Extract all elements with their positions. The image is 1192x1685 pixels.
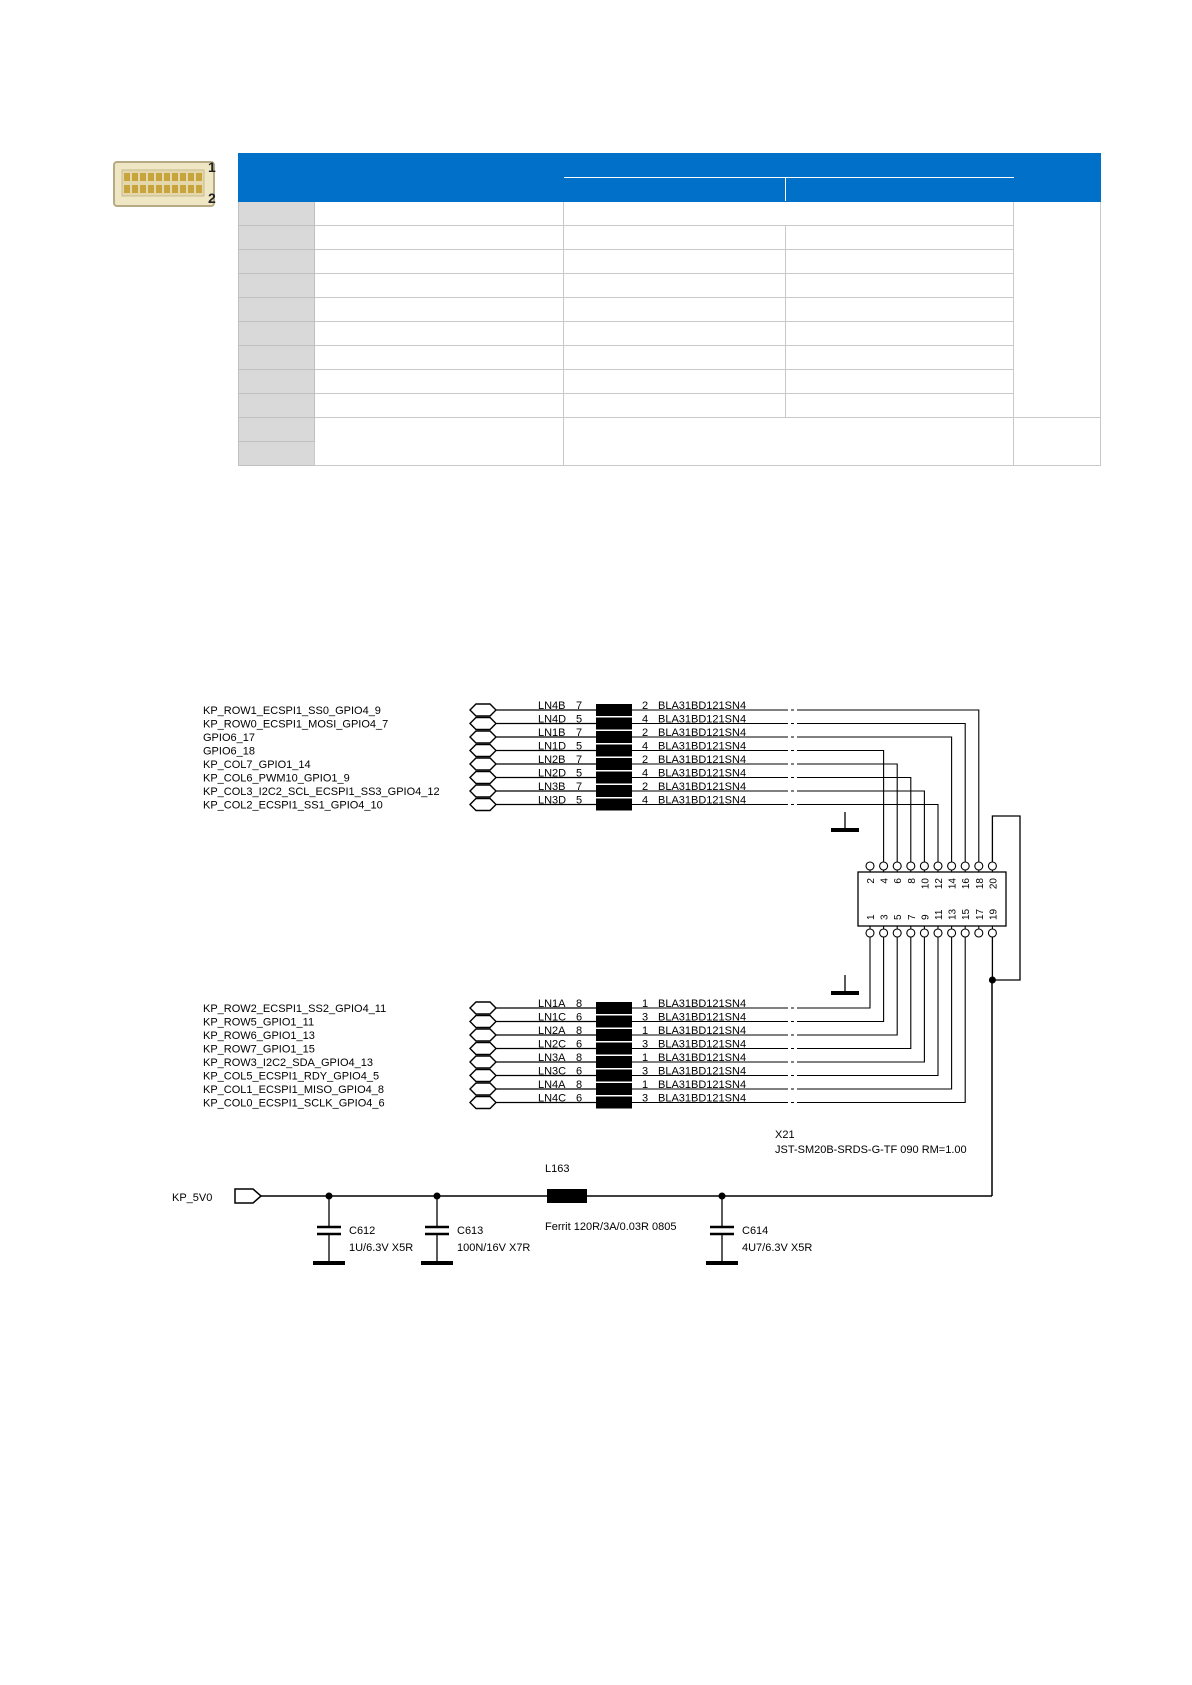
ferrite-ref-label: LN1C: [538, 1011, 567, 1024]
table-cell: [564, 226, 786, 250]
net-label: KP_ROW6_GPIO1_13: [203, 1030, 315, 1042]
connector-ref-label: X21: [775, 1129, 795, 1141]
net-label: GPIO6_17: [203, 732, 255, 744]
power-net-label: KP_5V0: [172, 1192, 213, 1204]
table-cell: [786, 226, 1014, 250]
net-port-icon: [470, 718, 496, 730]
connector-pin-number: 3: [879, 914, 891, 920]
net-label: KP_COL3_I2C2_SCL_ECSPI1_SS3_GPIO4_12: [203, 786, 440, 798]
connector-pin-number: 6: [893, 878, 905, 884]
keypad-connector-schematic: [0, 640, 1192, 1280]
table-cell: [315, 202, 564, 226]
connector-pin-terminal: [866, 862, 874, 870]
inductor-value-label: Ferrit 120R/3A/0.03R 0805: [545, 1221, 677, 1233]
table-cell: [786, 298, 1014, 322]
ferrite-ref-label: LN3C: [538, 1065, 567, 1078]
capacitor-ref-label: C612: [349, 1225, 376, 1237]
connector-pin-terminal: [880, 929, 888, 937]
table-header-cell: [239, 154, 315, 202]
ferrite-pin-b-label: 4: [642, 767, 649, 780]
net-port-icon: [470, 1016, 496, 1028]
net-label: KP_ROW1_ECSPI1_SS0_GPIO4_9: [203, 705, 381, 717]
ferrite-bead-icon: [596, 718, 632, 730]
table-cell: [786, 394, 1014, 418]
capacitor-value-label: 4U7/6.3V X5R: [742, 1242, 813, 1254]
ferrite-pin-a-label: 8: [576, 1052, 583, 1064]
table-header-row: [239, 154, 1101, 178]
connector-pin-number: 12: [934, 878, 945, 890]
ferrite-pin-b-label: 4: [642, 713, 649, 726]
connector-pin: [172, 173, 178, 181]
ferrite-bead-icon: [596, 1029, 632, 1041]
ferrite-pin-b-label: 4: [642, 740, 649, 753]
connector-pin-terminal: [866, 929, 874, 937]
pin-cell: [239, 226, 315, 250]
ferrite-pin-a-label: 6: [576, 1011, 583, 1024]
connector-pin-number: 5: [893, 914, 905, 920]
net-label: GPIO6_18: [203, 745, 255, 758]
ferrite-pin-a-label: 6: [576, 1092, 583, 1105]
net-label: KP_ROW3_I2C2_SDA_GPIO4_13: [203, 1057, 373, 1069]
ferrite-bead-icon: [596, 799, 632, 811]
connector-pin-terminal: [934, 862, 942, 870]
connector-pin-2-label: 2: [208, 190, 216, 206]
connector-pin: [188, 173, 194, 181]
table-header-cell: [564, 178, 786, 202]
ferrite-pin-b-label: 3: [642, 1011, 649, 1024]
connector-pin: [140, 173, 146, 181]
pin-cell: [239, 202, 315, 226]
connector-pin-number: 18: [974, 878, 986, 890]
connector-pin-terminal: [907, 929, 915, 937]
connector-pin-terminal: [975, 862, 983, 870]
table-row: [239, 226, 1101, 250]
net-label: KP_ROW5_GPIO1_11: [203, 1016, 315, 1029]
connector-pin: [196, 173, 202, 181]
pin-cell: [239, 298, 315, 322]
connector-pin-number: 1: [866, 914, 877, 920]
net-port-icon: [470, 785, 496, 797]
connector-pin-1-label: 1: [208, 159, 216, 175]
inductor-l163-icon: [547, 1189, 587, 1203]
pin-cell: [239, 442, 315, 466]
ferrite-ref-label: LN1D: [538, 740, 567, 753]
power-port-icon: [235, 1189, 261, 1203]
table-cell: [564, 346, 786, 370]
table-cell: [315, 250, 564, 274]
ferrite-ref-label: LN2B: [538, 754, 566, 766]
ferrite-pin-b-label: 2: [642, 754, 649, 766]
ferrite-ref-label: LN4B: [538, 700, 566, 712]
connector-pin-terminal: [880, 862, 888, 870]
table-row: [239, 346, 1101, 370]
table-cell: [315, 274, 564, 298]
connector-pin-terminal: [948, 929, 956, 937]
ferrite-bead-icon: [596, 1056, 632, 1068]
ferrite-bead-icon: [596, 785, 632, 797]
connector-photo: [112, 158, 222, 210]
ferrite-ref-label: LN3A: [538, 1052, 566, 1064]
ferrite-pin-b-label: 1: [642, 1079, 649, 1091]
table-row: [239, 418, 1101, 442]
ferrite-ref-label: LN2D: [538, 767, 567, 780]
net-port-icon: [470, 758, 496, 770]
connector-pin: [164, 185, 170, 193]
table-header-cell: [786, 178, 1014, 202]
connector-pin-terminal: [988, 862, 996, 870]
ferrite-ref-label: LN1B: [538, 727, 566, 739]
ferrite-part-label: BLA31BD121SN4: [658, 781, 747, 793]
pin-cell: [239, 274, 315, 298]
connector-pin: [172, 185, 178, 193]
connector-pin: [188, 185, 194, 193]
net-port-icon: [470, 1083, 496, 1095]
ferrite-part-label: BLA31BD121SN4: [658, 1011, 747, 1024]
table-header-cell: [564, 154, 1014, 178]
ferrite-pin-a-label: 7: [576, 727, 583, 739]
ferrite-pin-a-label: 6: [576, 1065, 583, 1078]
net-label: KP_COL0_ECSPI1_SCLK_GPIO4_6: [203, 1097, 385, 1110]
net-port-icon: [470, 1043, 496, 1055]
ferrite-pin-a-label: 8: [576, 1079, 583, 1091]
connector-pin: [148, 185, 154, 193]
ferrite-part-label: BLA31BD121SN4: [658, 1025, 747, 1037]
pin-cell: [239, 322, 315, 346]
connector-pin-terminal: [920, 929, 928, 937]
ferrite-pin-a-label: 5: [576, 740, 583, 753]
connector-pin-number: 10: [920, 878, 932, 890]
net-label: KP_COL1_ECSPI1_MISO_GPIO4_8: [203, 1084, 384, 1096]
ferrite-pin-a-label: 8: [576, 998, 583, 1010]
net-label: KP_ROW0_ECSPI1_MOSI_GPIO4_7: [203, 718, 389, 731]
ferrite-pin-a-label: 7: [576, 781, 583, 793]
ferrite-ref-label: LN3B: [538, 781, 566, 793]
table-cell: [564, 202, 1014, 226]
ferrite-bead-icon: [596, 1097, 632, 1109]
net-port-icon: [470, 1056, 496, 1068]
ferrite-part-label: BLA31BD121SN4: [658, 740, 747, 753]
pin-cell: [239, 418, 315, 442]
table-cell: [315, 370, 564, 394]
connector-pin-terminal: [907, 862, 915, 870]
connector-pin-number: 9: [920, 914, 932, 920]
table-cell: [786, 274, 1014, 298]
connector-pin-number: 2: [866, 878, 877, 884]
connector-pin: [140, 185, 146, 193]
connector-pin: [132, 173, 138, 181]
ferrite-part-label: BLA31BD121SN4: [658, 1079, 747, 1091]
ferrite-pin-b-label: 3: [642, 1092, 649, 1105]
ferrite-ref-label: LN2A: [538, 1025, 566, 1037]
ferrite-bead-icon: [596, 731, 632, 743]
ferrite-ref-label: LN4C: [538, 1092, 567, 1105]
ferrite-pin-b-label: 1: [642, 1025, 649, 1037]
connector-pin-terminal: [961, 929, 969, 937]
ferrite-pin-a-label: 6: [576, 1038, 583, 1051]
pin-cell: [239, 346, 315, 370]
ferrite-ref-label: LN4A: [538, 1079, 566, 1091]
table-row: [239, 370, 1101, 394]
net-port-icon: [470, 799, 496, 811]
net-label: KP_COL7_GPIO1_14: [203, 759, 311, 771]
ferrite-part-label: BLA31BD121SN4: [658, 754, 747, 766]
connector-pin-number: 14: [947, 878, 959, 890]
connector-pin: [180, 173, 186, 181]
net-label: KP_COL2_ECSPI1_SS1_GPIO4_10: [203, 799, 383, 812]
table-cell: [1014, 418, 1101, 466]
ferrite-bead-icon: [596, 1043, 632, 1055]
ferrite-bead-icon: [596, 772, 632, 784]
connector-pin: [196, 185, 202, 193]
ferrite-ref-label: LN3D: [538, 794, 567, 807]
table-cell: [564, 394, 786, 418]
connector-pin-terminal: [975, 929, 983, 937]
connector-pin-number: 17: [974, 908, 986, 920]
ferrite-part-label: BLA31BD121SN4: [658, 713, 747, 726]
net-port-icon: [470, 704, 496, 716]
table-cell: [315, 298, 564, 322]
ferrite-part-label: BLA31BD121SN4: [658, 727, 747, 739]
table-cell: [315, 394, 564, 418]
connector-pin: [180, 185, 186, 193]
net-port-icon: [470, 772, 496, 784]
connector-part-label: JST-SM20B-SRDS-G-TF 090 RM=1.00: [775, 1144, 967, 1156]
connector-pin-number: 19: [988, 908, 1000, 920]
connector-pin: [156, 173, 162, 181]
connector-pin-number: 20: [988, 878, 1000, 890]
ferrite-pin-b-label: 3: [642, 1065, 649, 1078]
connector-pin-terminal: [948, 862, 956, 870]
ferrite-pin-a-label: 5: [576, 767, 583, 780]
net-port-icon: [470, 731, 496, 743]
connector-pin-terminal: [961, 862, 969, 870]
ferrite-part-label: BLA31BD121SN4: [658, 1052, 747, 1064]
table-cell: [1014, 202, 1101, 418]
ferrite-bead-icon: [596, 1070, 632, 1082]
ferrite-part-label: BLA31BD121SN4: [658, 1092, 747, 1105]
ferrite-pin-b-label: 2: [642, 781, 649, 793]
connector-pin-number: 7: [906, 914, 918, 920]
ferrite-ref-label: LN1A: [538, 998, 566, 1010]
connector-pin-number: 15: [961, 908, 973, 920]
table-row: [239, 274, 1101, 298]
pin-cell: [239, 250, 315, 274]
ferrite-part-label: BLA31BD121SN4: [658, 794, 747, 807]
ferrite-pin-a-label: 5: [576, 713, 583, 726]
capacitor-value-label: 1U/6.3V X5R: [349, 1242, 414, 1254]
connector-pin-terminal: [893, 862, 901, 870]
ferrite-pin-a-label: 5: [576, 794, 583, 807]
connector-pin-terminal: [893, 929, 901, 937]
connector-pin: [132, 185, 138, 193]
capacitor-value-label: 100N/16V X7R: [457, 1242, 531, 1254]
net-port-icon: [470, 1029, 496, 1041]
net-port-icon: [470, 745, 496, 757]
table-cell: [564, 322, 786, 346]
ferrite-pin-b-label: 3: [642, 1038, 649, 1051]
connector-pin-terminal: [934, 929, 942, 937]
capacitor-ref-label: C613: [457, 1225, 484, 1237]
ferrite-pin-b-label: 4: [642, 794, 649, 807]
connector-pin: [124, 173, 130, 181]
ferrite-pin-b-label: 1: [642, 1052, 649, 1064]
connector-pin-terminal: [920, 862, 928, 870]
ferrite-bead-icon: [596, 1083, 632, 1095]
connector-pin: [164, 173, 170, 181]
ferrite-part-label: BLA31BD121SN4: [658, 1065, 747, 1078]
ferrite-bead-icon: [596, 1016, 632, 1028]
ferrite-bead-icon: [596, 758, 632, 770]
ferrite-part-label: BLA31BD121SN4: [658, 700, 747, 712]
ferrite-ref-label: LN2C: [538, 1038, 567, 1051]
connector-pin: [124, 185, 130, 193]
top-ferrite-lines: [203, 700, 979, 866]
table-row: [239, 250, 1101, 274]
ferrite-part-label: BLA31BD121SN4: [658, 1038, 747, 1051]
table-cell: [564, 418, 1014, 466]
table-cell: [564, 250, 786, 274]
net-port-icon: [470, 1070, 496, 1082]
connector-pin-number: 8: [906, 878, 918, 884]
ferrite-bead-icon: [596, 1002, 632, 1014]
ferrite-pin-b-label: 1: [642, 998, 649, 1010]
ferrite-pin-b-label: 2: [642, 700, 649, 712]
table-row: [239, 202, 1101, 226]
net-label: KP_COL6_PWM10_GPIO1_9: [203, 772, 350, 785]
ferrite-ref-label: LN4D: [538, 713, 567, 726]
ferrite-part-label: BLA31BD121SN4: [658, 767, 747, 780]
table-row: [239, 394, 1101, 418]
table-cell: [315, 226, 564, 250]
table-row: [239, 298, 1101, 322]
table-cell: [786, 370, 1014, 394]
table-cell: [786, 346, 1014, 370]
table-header-cell: [1014, 154, 1101, 202]
ferrite-pin-a-label: 7: [576, 754, 583, 766]
bottom-ferrite-lines: [203, 933, 965, 1110]
connector-pin-number: 11: [934, 909, 945, 920]
connector-pin: [156, 185, 162, 193]
table-header-cell: [315, 154, 564, 202]
connector-pin-number: 4: [879, 878, 891, 884]
connector-pin-terminal: [988, 929, 996, 937]
table-cell: [315, 322, 564, 346]
connector-pin: [148, 173, 154, 181]
table-cell: [786, 322, 1014, 346]
table-cell: [564, 298, 786, 322]
net-port-icon: [470, 1002, 496, 1014]
net-port-icon: [470, 1097, 496, 1109]
ferrite-pin-a-label: 7: [576, 700, 583, 712]
ferrite-part-label: BLA31BD121SN4: [658, 998, 747, 1010]
table-cell: [315, 418, 564, 466]
net-label: KP_ROW7_GPIO1_15: [203, 1043, 315, 1056]
table-row: [239, 322, 1101, 346]
pin-cell: [239, 370, 315, 394]
pin-assignment-table: [238, 153, 1101, 466]
capacitor-ref-label: C614: [742, 1225, 769, 1237]
table-cell: [564, 274, 786, 298]
ferrite-pin-b-label: 2: [642, 727, 649, 739]
connector-pin-number: 16: [961, 878, 973, 890]
ferrite-bead-icon: [596, 745, 632, 757]
x21-connector: [831, 812, 1020, 993]
table-cell: [786, 250, 1014, 274]
ferrite-pin-a-label: 8: [576, 1025, 583, 1037]
table-cell: [564, 370, 786, 394]
table-cell: [315, 346, 564, 370]
net-label: KP_COL5_ECSPI1_RDY_GPIO4_5: [203, 1070, 380, 1083]
ferrite-bead-icon: [596, 704, 632, 716]
pin-cell: [239, 394, 315, 418]
connector-pin-number: 13: [947, 908, 959, 920]
inductor-ref-label: L163: [545, 1163, 570, 1175]
net-label: KP_ROW2_ECSPI1_SS2_GPIO4_11: [203, 1003, 387, 1015]
